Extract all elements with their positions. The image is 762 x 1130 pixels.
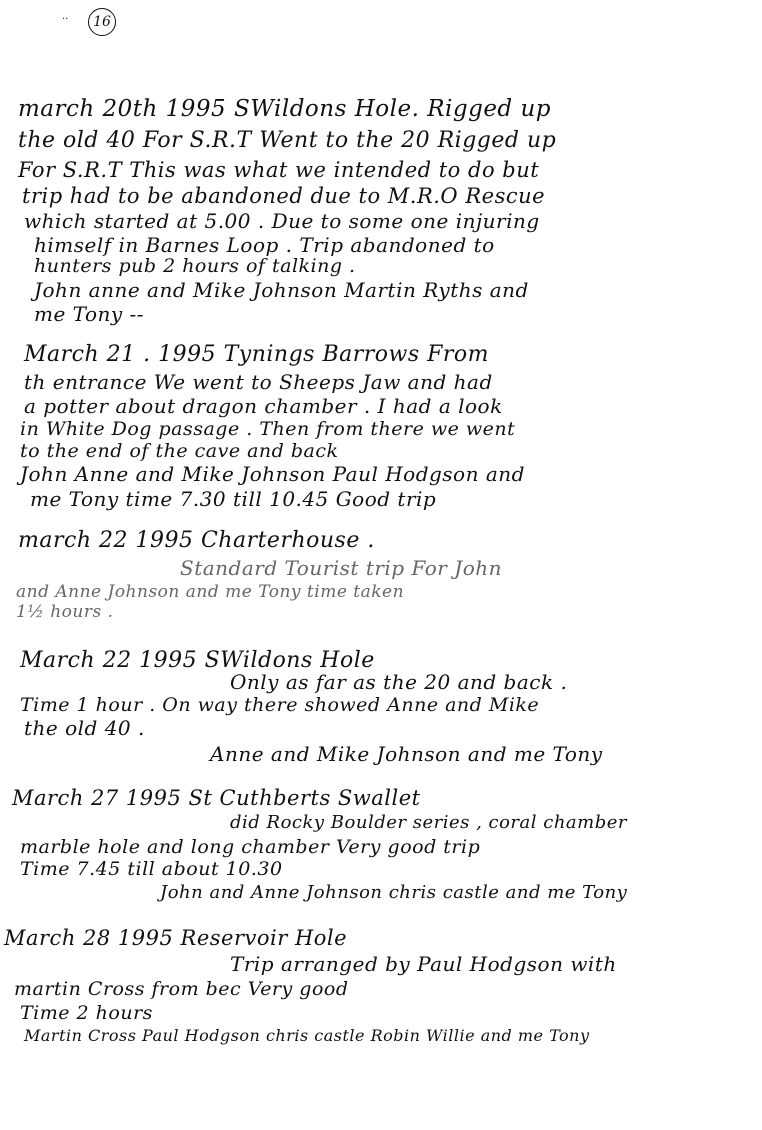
entry-2-line-6: John Anne and Mike Johnson Paul Hodgson and — [20, 462, 525, 486]
entry-5-line-5: John and Anne Johnson chris castle and me Tony — [160, 882, 628, 903]
entry-1-line-4: trip had to be abandoned due to M.R.O Rescue — [22, 184, 546, 208]
entry-4-line-2: Only as far as the 20 and back . — [230, 670, 568, 694]
entry-1-line-2: the old 40 For S.R.T Went to the 20 Rigged up — [18, 128, 557, 153]
entry-3-line-4: 1½ hours . — [16, 602, 114, 622]
entry-3-line-3: and Anne Johnson and me Tony time taken — [16, 582, 405, 602]
entry-2-line-1: March 21 . 1995 Tynings Barrows From — [24, 342, 490, 367]
entry-6-line-4: Time 2 hours — [20, 1002, 153, 1024]
entry-2-line-7: me Tony time 7.30 till 10.45 Good trip — [30, 487, 437, 511]
margin-mark: ·· — [62, 14, 69, 25]
entry-2-line-2: th entrance We went to Sheeps Jaw and had — [24, 370, 493, 394]
entry-1-line-8: John anne and Mike Johnson Martin Ryths and — [34, 278, 529, 302]
entry-1-line-6: himself in Barnes Loop . Trip abandoned to — [34, 233, 495, 257]
entry-3-line-1: march 22 1995 Charterhouse . — [18, 528, 375, 553]
entry-6-line-5: Martin Cross Paul Hodgson chris castle Robin Willie and me Tony — [24, 1026, 590, 1045]
entry-4-line-5: Anne and Mike Johnson and me Tony — [210, 742, 603, 766]
entry-4-line-1: March 22 1995 SWildons Hole — [20, 648, 375, 673]
entry-1-line-9: me Tony -- — [34, 302, 145, 326]
entry-1-line-3: For S.R.T This was what we intended to do but — [18, 158, 540, 182]
entry-4-line-3: Time 1 hour . On way there showed Anne and Mike — [20, 694, 540, 716]
page-number: 16 — [88, 8, 116, 36]
entry-5-line-3: marble hole and long chamber Very good trip — [20, 836, 481, 858]
entry-5-line-1: March 27 1995 St Cuthberts Swallet — [12, 786, 421, 810]
entry-2-line-5: to the end of the cave and back — [20, 440, 339, 462]
entry-1-line-7: hunters pub 2 hours of talking . — [34, 255, 356, 277]
entry-2-line-4: in White Dog passage . Then from there we went — [20, 418, 516, 440]
entry-1-line-5: which started at 5.00 . Due to some one injuring — [24, 209, 540, 233]
entry-5-line-2: did Rocky Boulder series , coral chamber — [230, 812, 627, 833]
entry-4-line-4: the old 40 . — [24, 716, 145, 740]
entry-6-line-2: Trip arranged by Paul Hodgson with — [230, 952, 617, 976]
entry-3-line-2: Standard Tourist trip For John — [180, 556, 503, 580]
entry-6-line-3: martin Cross from bec Very good — [14, 978, 349, 1000]
entry-6-line-1: March 28 1995 Reservoir Hole — [4, 926, 348, 950]
entry-1-line-1: march 20th 1995 SWildons Hole. Rigged up — [18, 96, 551, 122]
entry-2-line-3: a potter about dragon chamber . I had a look — [24, 394, 503, 418]
entry-5-line-4: Time 7.45 till about 10.30 — [20, 858, 283, 880]
